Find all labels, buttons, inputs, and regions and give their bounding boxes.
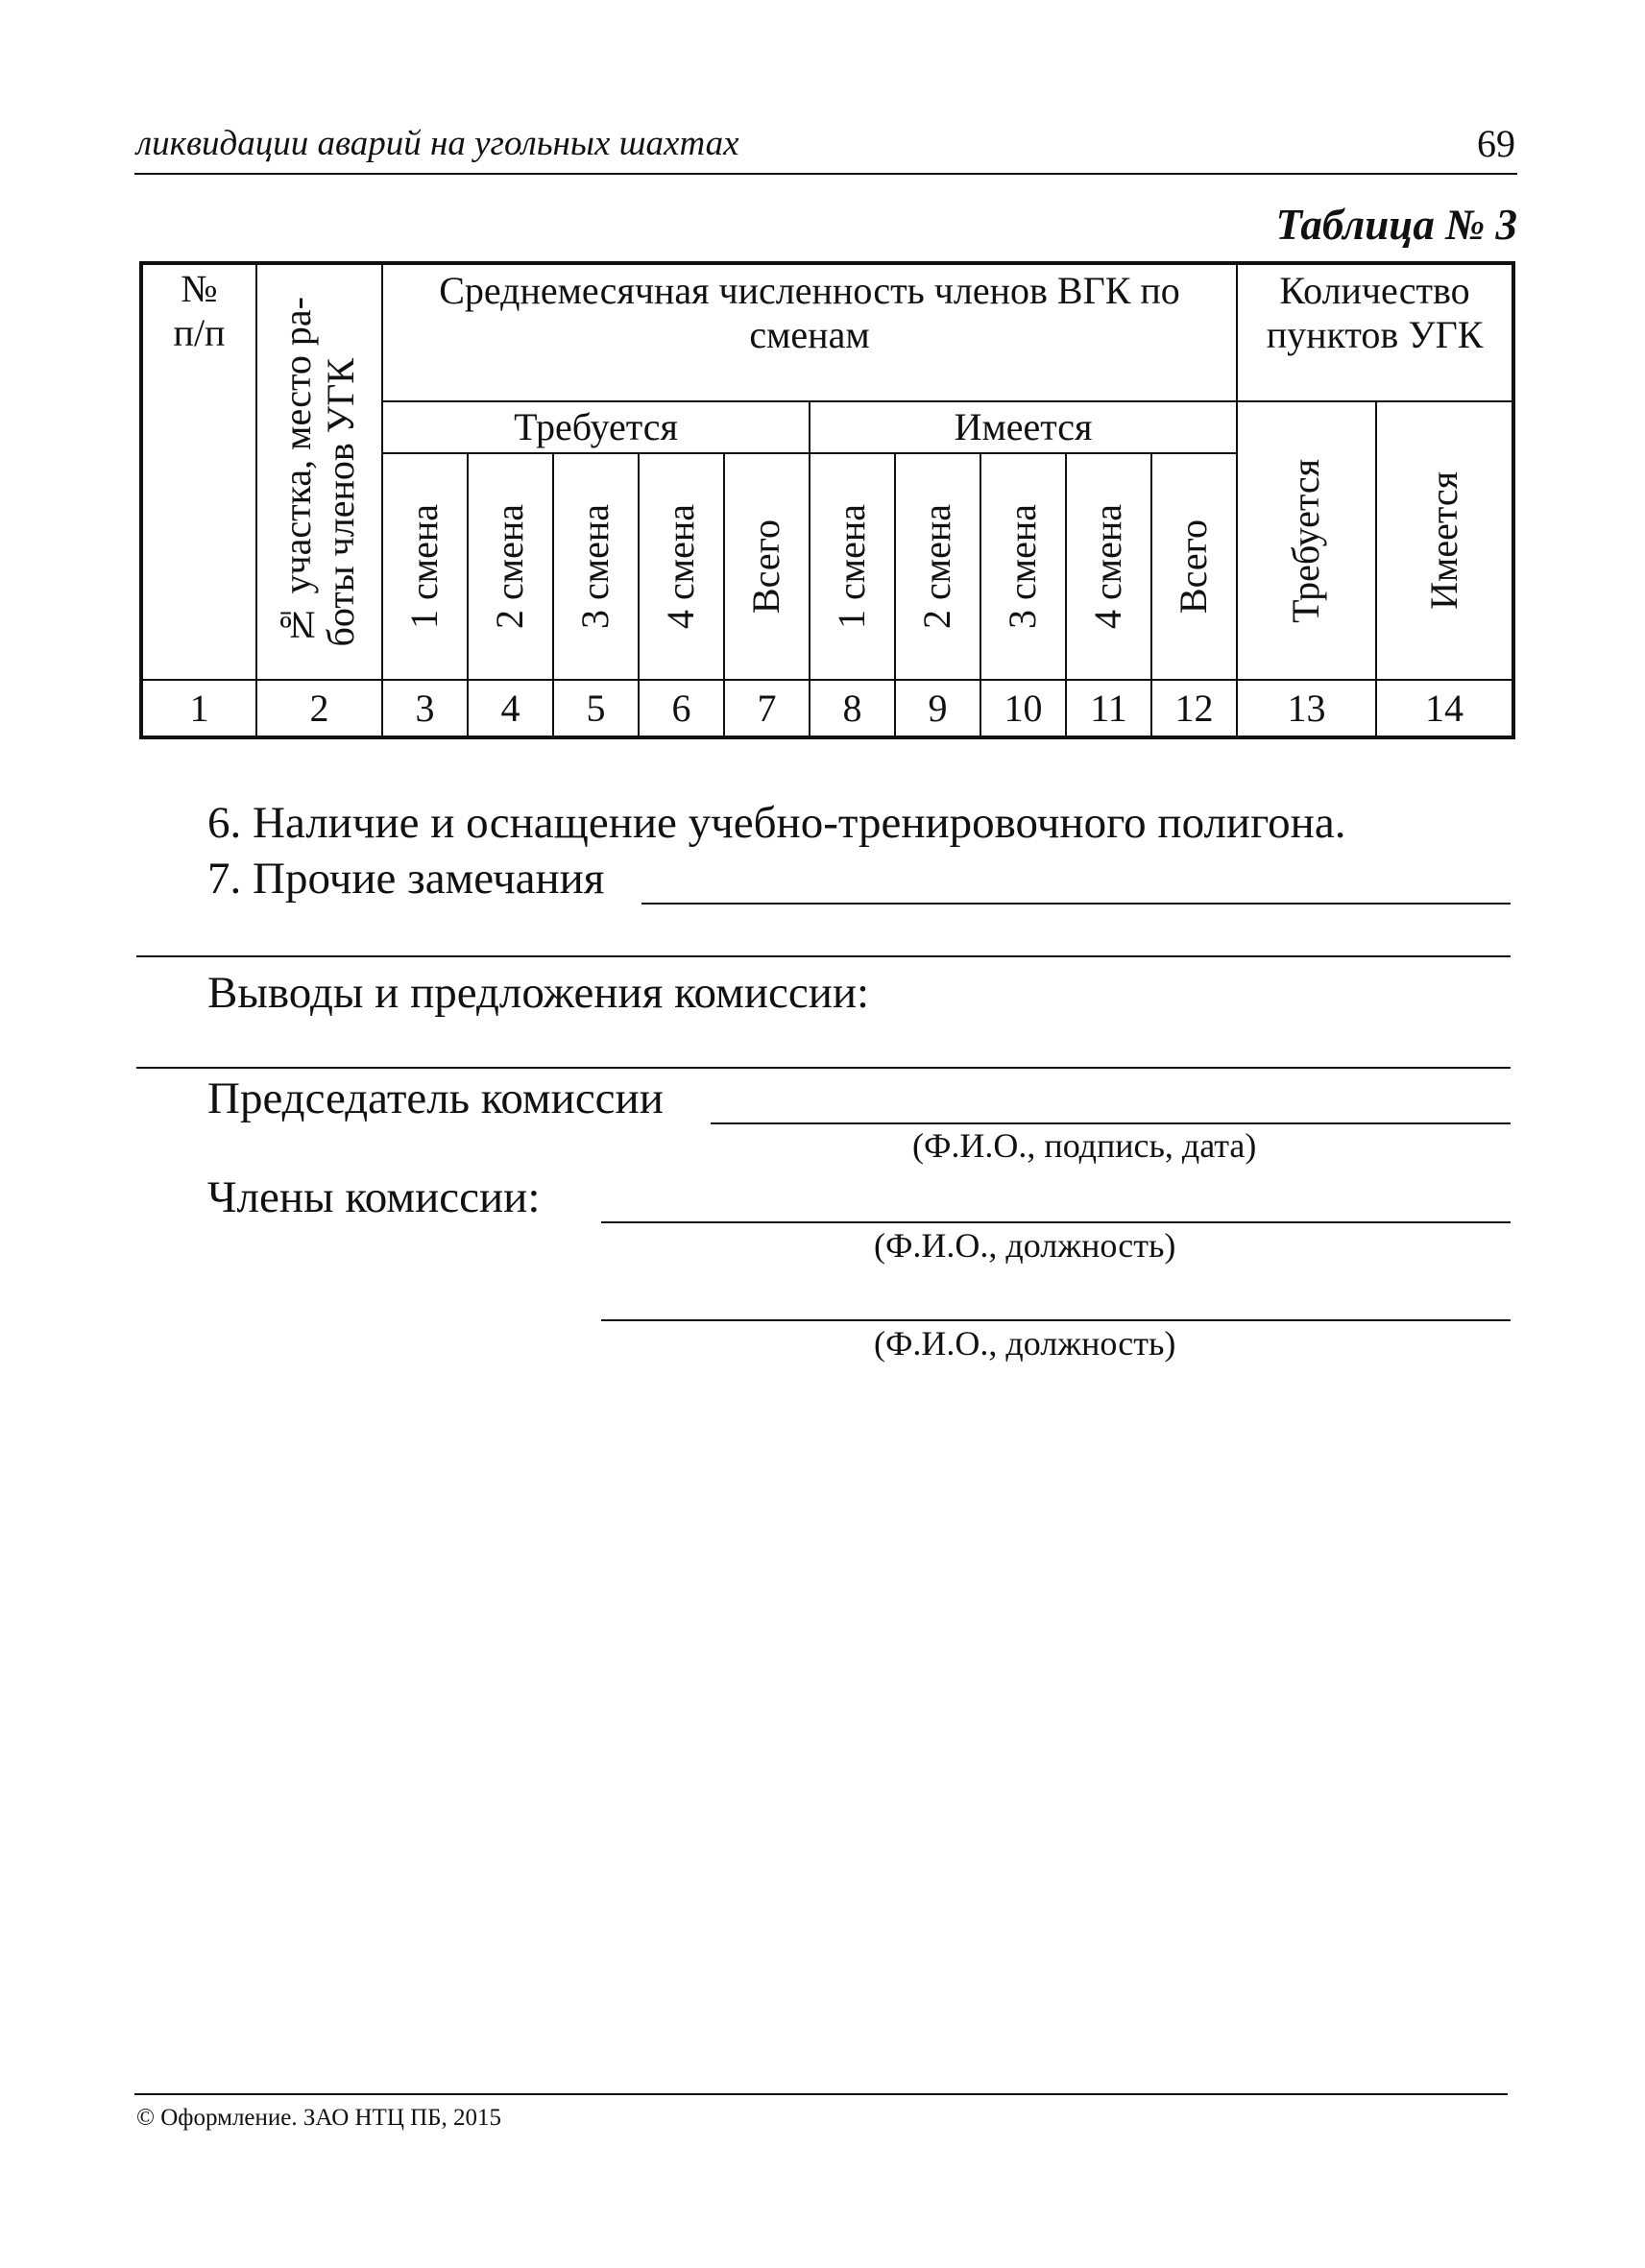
col-section-header: [256, 263, 382, 680]
column-number: 8: [810, 680, 895, 737]
copyright-footer: © Оформление. ЗАО НТЦ ПБ, 2015: [136, 2105, 502, 2131]
count-available-label: Имеется: [1421, 471, 1465, 610]
required-shift-4: 4 смена: [639, 453, 724, 680]
item-7-continuation-line: [136, 955, 1511, 957]
available-shift-1: 1 смена: [810, 453, 895, 680]
member-2-caption: (Ф.И.О., должность): [874, 1324, 1176, 1363]
col-number-header: [141, 263, 256, 680]
item-6-text: 6. Наличие и оснащение учебно-тренировочного полигона.: [207, 798, 1346, 848]
column-number-row: [141, 680, 1513, 737]
item-7-label: 7. Прочие замечания: [207, 854, 605, 904]
group-ugk-count-header: Количество пунктов УГК: [1237, 263, 1513, 401]
column-number: 11: [1066, 680, 1151, 737]
count-required-label: Требуется: [1284, 458, 1328, 623]
required-shift-2: 2 смена: [468, 453, 553, 680]
available-shift-3: 3 смена: [980, 453, 1066, 680]
members-label: Члены комиссии:: [207, 1172, 541, 1222]
available-group-header: Имеется: [810, 401, 1237, 453]
table-caption: Таблица № 3: [1275, 201, 1517, 249]
required-group-header: Требуется: [382, 401, 810, 453]
column-number: 4: [468, 680, 553, 737]
column-number: 6: [639, 680, 724, 737]
column-number: 2: [256, 680, 382, 737]
group-avg-staff-header: Среднемесячная численность членов ВГК по сменам: [382, 263, 1237, 401]
chairman-signature-line: [711, 1122, 1511, 1124]
required-shift-3: 3 смена: [553, 453, 639, 680]
header-rule: [134, 173, 1517, 175]
count-available-header: [1376, 401, 1513, 680]
chairman-caption: (Ф.И.О., подпись, дата): [912, 1126, 1257, 1165]
table-header-row-1: [141, 263, 1513, 401]
member-2-line: [601, 1319, 1511, 1321]
available-shift-2: 2 смена: [895, 453, 980, 680]
shift-staffing-table: [139, 261, 1515, 739]
item-7-fill-line: [641, 903, 1511, 905]
col-number-header-line2: п/п: [173, 311, 226, 354]
required-total: Всего: [724, 453, 810, 680]
column-number: 13: [1237, 680, 1376, 737]
col-section-header-line1: № участка, место ра-: [275, 297, 319, 647]
column-number: 5: [553, 680, 639, 737]
running-title: ликвидации аварий на угольных шахтах: [136, 124, 739, 163]
chairman-label: Председатель комиссии: [207, 1074, 664, 1123]
available-shift-4: 4 смена: [1066, 453, 1151, 680]
column-number: 14: [1376, 680, 1513, 737]
count-required-header: [1237, 401, 1376, 680]
required-shift-1: 1 смена: [382, 453, 468, 680]
column-number: 12: [1151, 680, 1237, 737]
member-1-caption: (Ф.И.О., должность): [874, 1226, 1176, 1265]
page-number: 69: [1477, 122, 1515, 165]
column-number: 1: [141, 680, 256, 737]
column-number: 9: [895, 680, 980, 737]
column-number: 7: [724, 680, 810, 737]
conclusions-line: [136, 1067, 1511, 1069]
column-number: 3: [382, 680, 468, 737]
column-number: 10: [980, 680, 1066, 737]
available-total: Всего: [1151, 453, 1237, 680]
conclusions-heading: Выводы и предложения комиссии:: [207, 968, 870, 1018]
col-section-header-line2: боты членов УГК: [318, 358, 362, 647]
member-1-line: [601, 1221, 1511, 1223]
col-number-header-line1: №: [181, 267, 218, 310]
footer-rule: [134, 2093, 1508, 2095]
